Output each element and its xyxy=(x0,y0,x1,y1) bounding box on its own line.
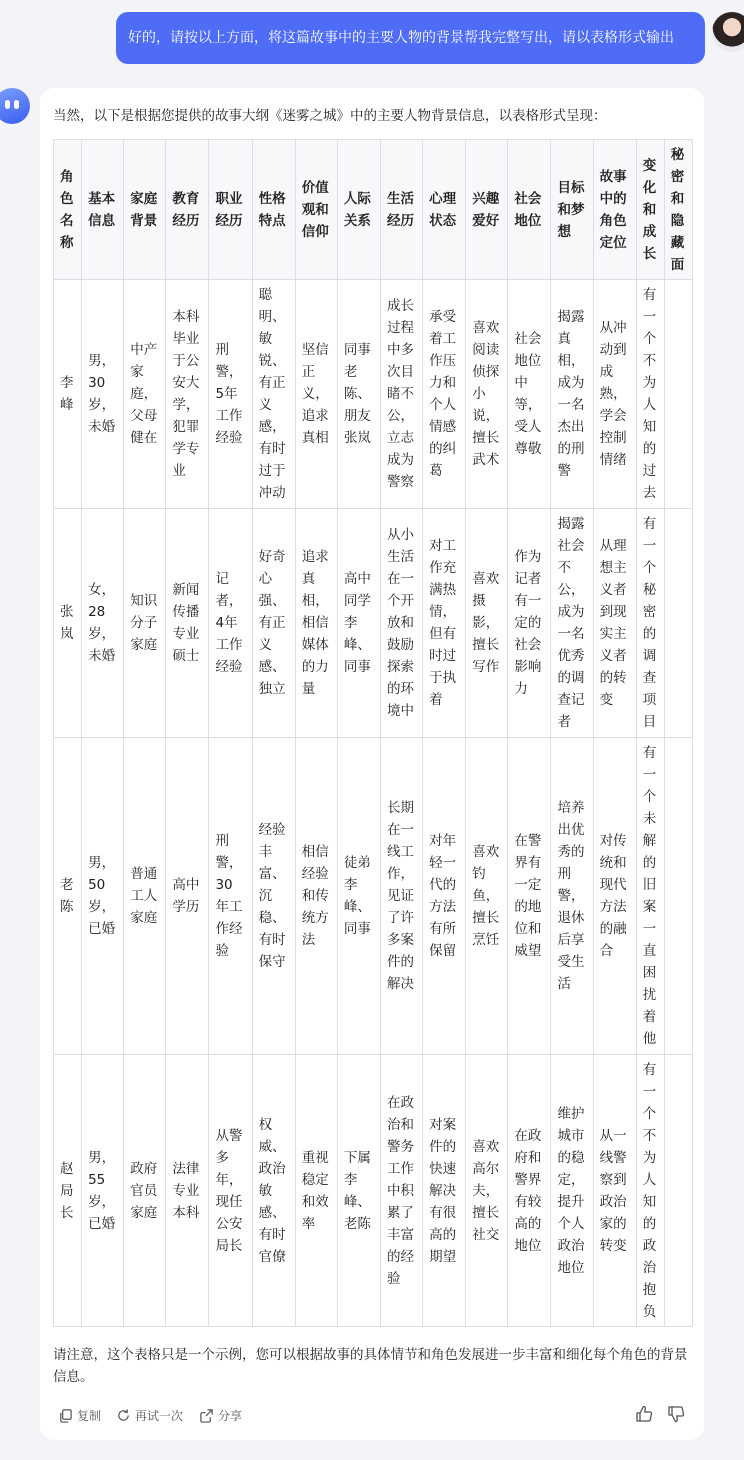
character-name-cell: 张岚 xyxy=(54,509,82,738)
character-name-cell: 李峰 xyxy=(54,280,82,509)
table-cell: 对年轻一代的方法有所保留 xyxy=(423,738,466,1055)
table-cell: 有一个未解的旧案一直困扰着他 xyxy=(636,738,664,1055)
table-cell: 长期在一线工作，见证了许多案件的解决 xyxy=(380,738,422,1055)
copy-button[interactable] xyxy=(58,1404,101,1426)
table-cell: 从一线警察到政治家的转变 xyxy=(593,1055,636,1327)
table-cell: 承受着工作压力和个人情感的纠葛 xyxy=(423,280,466,509)
header-cell: 价值观和信仰 xyxy=(295,140,337,280)
thumbs-down-icon[interactable] xyxy=(666,1404,686,1424)
share-icon xyxy=(199,1408,214,1423)
table-cell: 喜欢阅读侦探小说，擅长武术 xyxy=(466,280,508,509)
table-cell: 好奇心强、有正义感、独立 xyxy=(252,509,295,738)
reply-intro: 当然，以下是根据您提供的故事大纲《迷雾之城》中的主要人物背景信息，以表格形式呈现： xyxy=(53,108,607,124)
table-cell: 坚信正义，追求真相 xyxy=(295,280,337,509)
table-cell: 女，28岁，未婚 xyxy=(82,509,124,738)
table-cell: 喜欢高尔夫，擅长社交 xyxy=(466,1055,508,1327)
table-cell: 男，50岁，已婚 xyxy=(82,738,124,1055)
table-cell: 培养出优秀的刑警，退休后享受生活 xyxy=(551,738,593,1055)
message-actions xyxy=(58,1404,688,1426)
retry-icon xyxy=(116,1408,131,1423)
table-row xyxy=(54,738,693,1055)
header-cell: 家庭背景 xyxy=(124,140,166,280)
table-cell: 喜欢钓鱼，擅长烹饪 xyxy=(466,738,508,1055)
table-cell: 在政治和警务工作中积累了丰富的经验 xyxy=(380,1055,422,1327)
bot-avatar-eye-right xyxy=(14,100,19,109)
table-cell: 对案件的快速解决有很高的期望 xyxy=(423,1055,466,1327)
thumbs-up-icon[interactable] xyxy=(634,1404,654,1424)
table-cell: 高中学历 xyxy=(166,738,209,1055)
user-message-row xyxy=(0,12,744,64)
table-cell: 男，55岁，已婚 xyxy=(82,1055,124,1327)
table-cell: 刑警，5年工作经验 xyxy=(209,280,252,509)
table-cell: 刑警，30年工作经验 xyxy=(209,738,252,1055)
table-header xyxy=(54,140,693,280)
table-cell: 权威、政治敏感、有时官僚 xyxy=(252,1055,295,1327)
header-cell: 社会地位 xyxy=(508,140,551,280)
table-cell: 男，30岁，未婚 xyxy=(82,280,124,509)
table-cell: 下属李峰、老陈 xyxy=(337,1055,380,1327)
copy-label: 复制 xyxy=(77,1408,102,1423)
header-cell: 兴趣爱好 xyxy=(466,140,508,280)
table-cell: 从警多年，现任公安局长 xyxy=(209,1055,252,1327)
table-cell xyxy=(664,738,692,1055)
table-cell: 追求真相，相信媒体的力量 xyxy=(295,509,337,738)
table-cell: 经验丰富、沉稳、有时保守 xyxy=(252,738,295,1055)
header-cell: 秘密和隐藏面 xyxy=(664,140,692,280)
table-cell: 法律专业本科 xyxy=(166,1055,209,1327)
table-body xyxy=(54,280,693,1327)
table-cell: 记者，4年工作经验 xyxy=(209,509,252,738)
assistant-message-card xyxy=(40,88,704,1440)
header-row xyxy=(54,140,693,280)
table-cell: 揭露真相，成为一名杰出的刑警 xyxy=(551,280,593,509)
table-cell: 相信经验和传统方法 xyxy=(295,738,337,1055)
table-cell: 在政府和警界有较高的地位 xyxy=(508,1055,551,1327)
table-cell: 作为记者有一定的社会影响力 xyxy=(508,509,551,738)
table-cell: 政府官员家庭 xyxy=(124,1055,166,1327)
table-row xyxy=(54,1055,693,1327)
table-cell: 从冲动到成熟，学会控制情绪 xyxy=(593,280,636,509)
character-name-cell: 老陈 xyxy=(54,738,82,1055)
table-cell: 在警界有一定的地位和威望 xyxy=(508,738,551,1055)
character-table xyxy=(53,139,693,1327)
table-cell: 新闻传播专业硕士 xyxy=(166,509,209,738)
header-cell: 生活经历 xyxy=(380,140,422,280)
table-cell: 重视稳定和效率 xyxy=(295,1055,337,1327)
table-cell: 普通工人家庭 xyxy=(124,738,166,1055)
table-cell: 维护城市的稳定，提升个人政治地位 xyxy=(551,1055,593,1327)
header-cell: 基本信息 xyxy=(82,140,124,280)
copy-icon xyxy=(58,1408,73,1423)
table-cell: 对传统和现代方法的融合 xyxy=(593,738,636,1055)
table-cell xyxy=(664,1055,692,1327)
table-cell: 中产家庭，父母健在 xyxy=(124,280,166,509)
retry-label: 再试一次 xyxy=(135,1408,184,1423)
bot-avatar-eye-left xyxy=(5,100,10,109)
header-cell: 角色名称 xyxy=(54,140,82,280)
user-message-bubble: 好的，请按以上方面，将这篇故事中的主要人物的背景帮我完整写出，请以表格形式输出 xyxy=(116,12,705,64)
header-cell: 故事中的角色定位 xyxy=(593,140,636,280)
table-cell: 有一个不为人知的过去 xyxy=(636,280,664,509)
table-cell: 有一个秘密的调查项目 xyxy=(636,509,664,738)
bot-avatar xyxy=(0,88,30,124)
table-cell: 对工作充满热情，但有时过于执着 xyxy=(423,509,466,738)
table-cell: 成长过程中多次目睹不公，立志成为警察 xyxy=(380,280,422,509)
table-cell: 从小生活在一个开放和鼓励探索的环境中 xyxy=(380,509,422,738)
table-cell: 从理想主义者到现实主义者的转变 xyxy=(593,509,636,738)
table-cell: 聪明、敏锐、有正义感，有时过于冲动 xyxy=(252,280,295,509)
table-cell: 同事老陈、朋友张岚 xyxy=(337,280,380,509)
character-name-cell: 赵局长 xyxy=(54,1055,82,1327)
retry-button[interactable] xyxy=(116,1404,183,1426)
share-label: 分享 xyxy=(218,1408,243,1423)
table-row xyxy=(54,280,693,509)
header-cell: 性格特点 xyxy=(252,140,295,280)
header-cell: 目标和梦想 xyxy=(551,140,593,280)
table-row xyxy=(54,509,693,738)
table-cell: 本科毕业于公安大学，犯罪学专业 xyxy=(166,280,209,509)
table-cell xyxy=(664,509,692,738)
table-cell: 社会地位中等，受人尊敬 xyxy=(508,280,551,509)
table-cell xyxy=(664,280,692,509)
user-avatar[interactable] xyxy=(712,12,744,52)
table-cell: 知识分子家庭 xyxy=(124,509,166,738)
table-cell: 有一个不为人知的政治抱负 xyxy=(636,1055,664,1327)
table-cell: 高中同学李峰、同事 xyxy=(337,509,380,738)
share-button[interactable] xyxy=(199,1404,242,1426)
header-cell: 教育经历 xyxy=(166,140,209,280)
table-cell: 徒弟李峰、同事 xyxy=(337,738,380,1055)
header-cell: 职业经历 xyxy=(209,140,252,280)
table-cell: 揭露社会不公，成为一名优秀的调查记者 xyxy=(551,509,593,738)
header-cell: 变化和成长 xyxy=(636,140,664,280)
header-cell: 心理状态 xyxy=(423,140,466,280)
header-cell: 人际关系 xyxy=(337,140,380,280)
reply-note: 请注意，这个表格只是一个示例，您可以根据故事的具体情节和角色发展进一步丰富和细化每个角色的背景信息。 xyxy=(53,1347,688,1385)
table-cell: 喜欢摄影，擅长写作 xyxy=(466,509,508,738)
